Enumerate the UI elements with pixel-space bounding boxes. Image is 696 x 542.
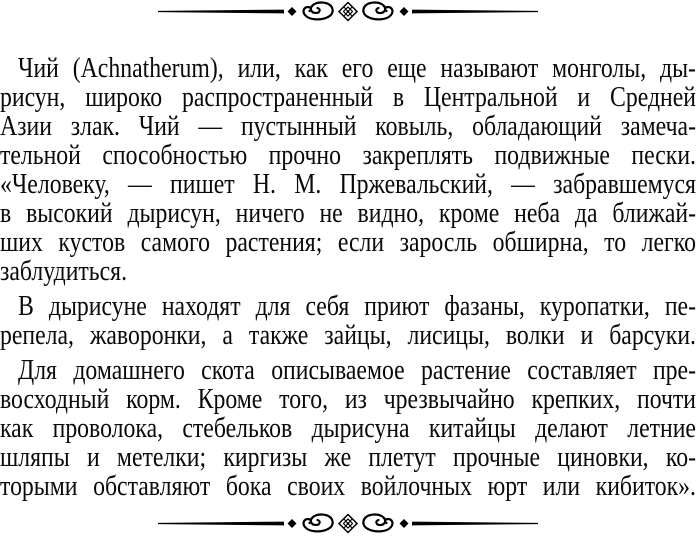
text-line: Для домашнего скота описываемое растение составляет пре- bbox=[18, 356, 696, 385]
paragraph bbox=[0, 356, 696, 501]
scroll-ornament-icon bbox=[158, 513, 538, 534]
text-line: шляпы и метелки; киргизы же плетут прочные циновки, ко- bbox=[0, 443, 696, 472]
paragraph bbox=[0, 54, 696, 286]
text-line: тельной способностью прочно закреплять подвижные пески. bbox=[0, 141, 696, 170]
text-line: «Человеку, — пишет Н. М. Пржевальский, — забравшемуся bbox=[0, 170, 696, 199]
text-block bbox=[0, 54, 696, 501]
text-line: репела, жаворонки, а также зайцы, лисицы, волки и барсуки. bbox=[0, 321, 696, 350]
text-line: В дырисуне находят для себя приют фазаны, куропатки, пе- bbox=[18, 292, 696, 321]
text-line: Чий (Achnatherum), или, как его еще называют монголы, ды- bbox=[18, 54, 696, 83]
text-line: Азии злак. Чий — пустынный ковыль, обладающий замеча- bbox=[0, 112, 696, 141]
text-line: рисун, широко распространенный в Центральной и Средней bbox=[0, 83, 696, 112]
text-line: ших кустов самого растения; если заросль обширна, то легко bbox=[0, 228, 696, 257]
ornament-divider-top bbox=[158, 1, 538, 22]
paragraph bbox=[0, 292, 696, 350]
text-line: восходный корм. Кроме того, из чрезвычайно крепких, почти bbox=[0, 385, 696, 414]
text-line: в высокий дырисун, ничего не видно, кроме неба да ближай- bbox=[0, 199, 696, 228]
text-line: как проволока, стебельков дырисуна китайцы делают летние bbox=[0, 414, 696, 443]
scroll-ornament-icon bbox=[158, 1, 538, 22]
text-line: заблудиться. bbox=[0, 257, 128, 286]
ornament-divider-bottom bbox=[158, 513, 538, 534]
text-line: торыми обставляют бока своих войлочных юрт или кибиток». bbox=[0, 472, 696, 501]
